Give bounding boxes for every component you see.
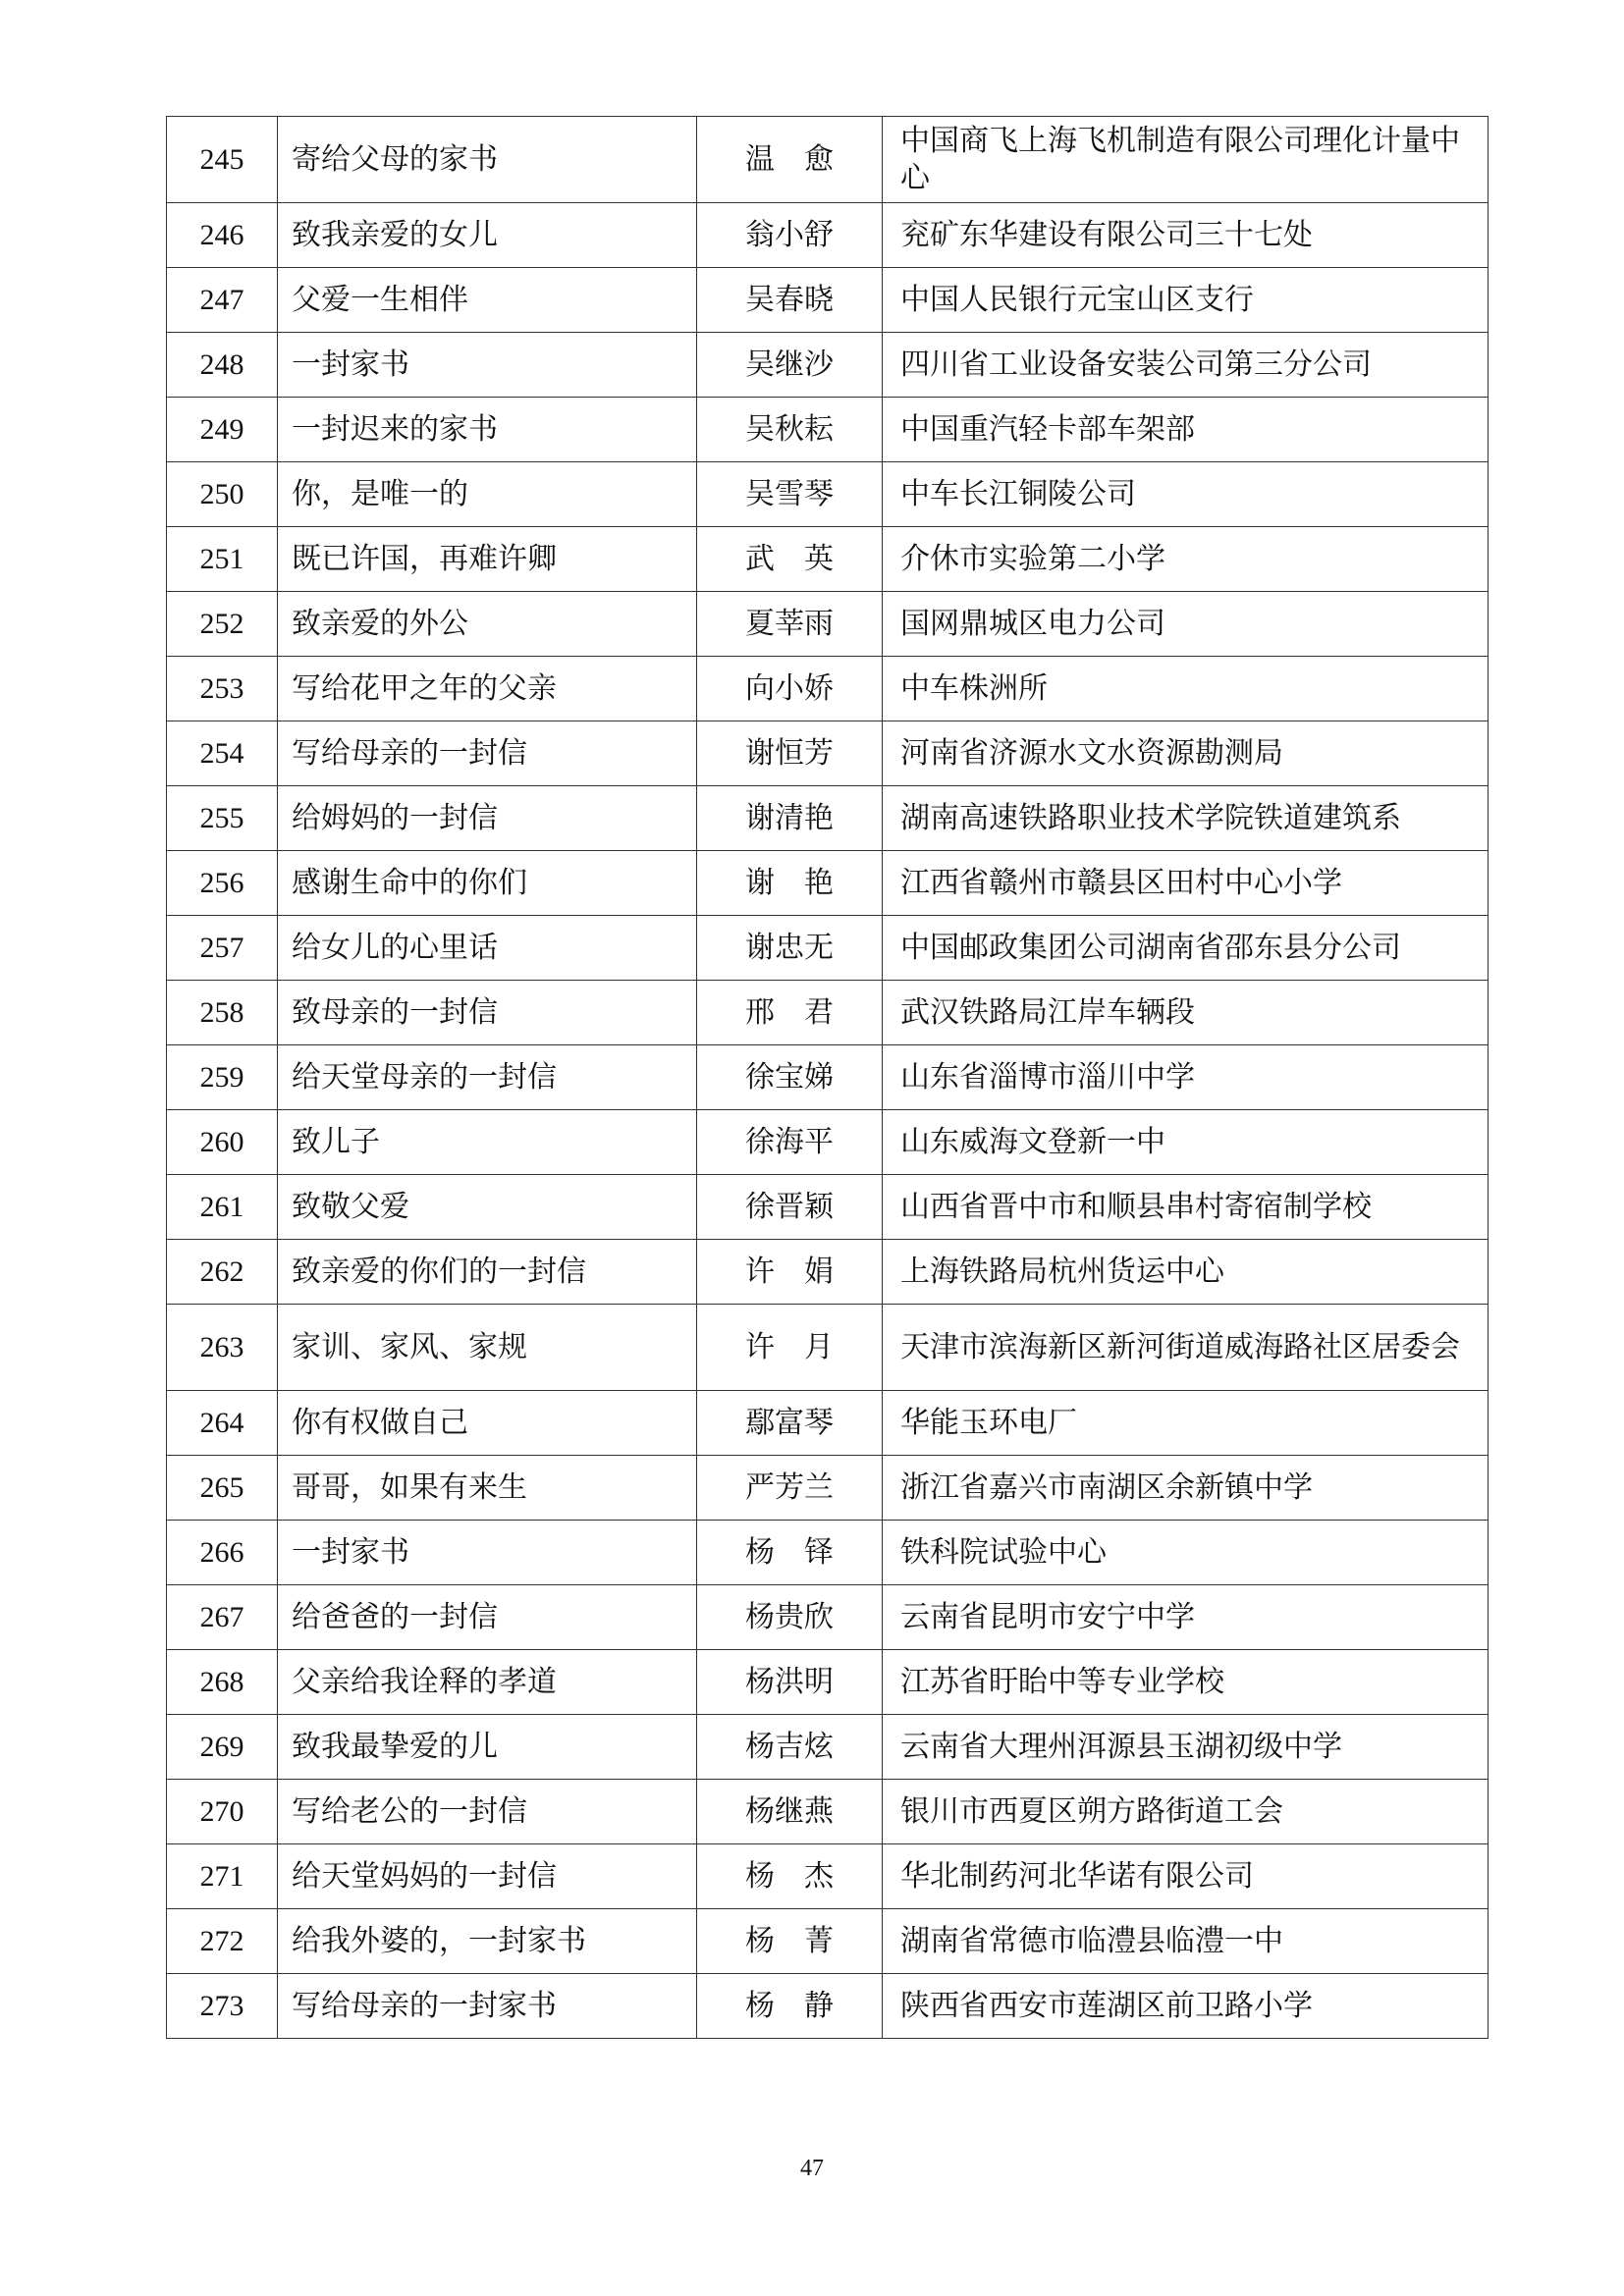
entry-title: 给爸爸的一封信 [278, 1585, 697, 1650]
entry-number: 254 [167, 721, 278, 786]
entry-number: 249 [167, 398, 278, 462]
table-row [167, 1521, 1489, 1585]
entry-title: 你有权做自己 [278, 1391, 697, 1456]
entry-title: 给我外婆的，一封家书 [278, 1909, 697, 1974]
entry-organization: 陕西省西安市莲湖区前卫路小学 [883, 1974, 1489, 2039]
table-row [167, 268, 1489, 333]
entry-title: 给女儿的心里话 [278, 916, 697, 981]
table-row [167, 916, 1489, 981]
entry-title: 给天堂妈妈的一封信 [278, 1844, 697, 1909]
entry-author: 杨 杰 [697, 1844, 883, 1909]
entry-author: 向小娇 [697, 657, 883, 721]
entry-number: 266 [167, 1521, 278, 1585]
entry-number: 258 [167, 981, 278, 1045]
entry-organization: 中国商飞上海飞机制造有限公司理化计量中心 [883, 117, 1489, 203]
entry-number: 265 [167, 1456, 278, 1521]
entry-organization: 兖矿东华建设有限公司三十七处 [883, 203, 1489, 268]
table-row [167, 1585, 1489, 1650]
table-row [167, 786, 1489, 851]
entry-number: 267 [167, 1585, 278, 1650]
entry-author: 谢恒芳 [697, 721, 883, 786]
table-row [167, 721, 1489, 786]
entry-organization: 四川省工业设备安装公司第三分公司 [883, 333, 1489, 398]
entry-author: 吴继沙 [697, 333, 883, 398]
entry-organization: 介休市实验第二小学 [883, 527, 1489, 592]
table-row [167, 1240, 1489, 1305]
table-row [167, 851, 1489, 916]
entry-organization: 中车长江铜陵公司 [883, 462, 1489, 527]
entry-title: 寄给父母的家书 [278, 117, 697, 203]
entry-title: 写给花甲之年的父亲 [278, 657, 697, 721]
entry-title: 致亲爱的外公 [278, 592, 697, 657]
entry-number: 261 [167, 1175, 278, 1240]
entry-number: 259 [167, 1045, 278, 1110]
entry-number: 245 [167, 117, 278, 203]
entry-author: 武 英 [697, 527, 883, 592]
entry-organization: 山东省淄博市淄川中学 [883, 1045, 1489, 1110]
entry-author: 吴雪琴 [697, 462, 883, 527]
table-row [167, 981, 1489, 1045]
entry-number: 268 [167, 1650, 278, 1715]
entry-author: 徐海平 [697, 1110, 883, 1175]
entry-number: 262 [167, 1240, 278, 1305]
entry-author: 杨 菁 [697, 1909, 883, 1974]
entry-title: 父亲给我诠释的孝道 [278, 1650, 697, 1715]
table-row [167, 1780, 1489, 1844]
entry-organization: 国网鼎城区电力公司 [883, 592, 1489, 657]
entry-number: 264 [167, 1391, 278, 1456]
entry-title: 写给母亲的一封信 [278, 721, 697, 786]
entry-organization: 云南省大理州洱源县玉湖初级中学 [883, 1715, 1489, 1780]
entry-organization: 中车株洲所 [883, 657, 1489, 721]
entry-author: 吴秋耘 [697, 398, 883, 462]
table-row [167, 462, 1489, 527]
table-row [167, 1974, 1489, 2039]
entry-organization: 山西省晋中市和顺县串村寄宿制学校 [883, 1175, 1489, 1240]
table-row [167, 1175, 1489, 1240]
entry-title: 写给母亲的一封家书 [278, 1974, 697, 2039]
entry-author: 夏莘雨 [697, 592, 883, 657]
entry-number: 263 [167, 1305, 278, 1391]
table-row [167, 1391, 1489, 1456]
entry-author: 杨吉炫 [697, 1715, 883, 1780]
table-row [167, 527, 1489, 592]
entry-number: 247 [167, 268, 278, 333]
entry-author: 杨 静 [697, 1974, 883, 2039]
entry-title: 致儿子 [278, 1110, 697, 1175]
entry-organization: 江苏省盱眙中等专业学校 [883, 1650, 1489, 1715]
entry-author: 杨洪明 [697, 1650, 883, 1715]
entry-author: 许 娟 [697, 1240, 883, 1305]
entry-title: 给姆妈的一封信 [278, 786, 697, 851]
entry-author: 邢 君 [697, 981, 883, 1045]
table-row [167, 592, 1489, 657]
entry-number: 248 [167, 333, 278, 398]
entry-number: 272 [167, 1909, 278, 1974]
entry-author: 翁小舒 [697, 203, 883, 268]
entry-author: 吴春晓 [697, 268, 883, 333]
table-row [167, 1456, 1489, 1521]
entry-author: 杨 铎 [697, 1521, 883, 1585]
entry-organization: 江西省赣州市赣县区田村中心小学 [883, 851, 1489, 916]
entry-author: 谢 艳 [697, 851, 883, 916]
entry-number: 257 [167, 916, 278, 981]
entry-number: 269 [167, 1715, 278, 1780]
table-row [167, 203, 1489, 268]
entry-number: 273 [167, 1974, 278, 2039]
entry-author: 鄢富琴 [697, 1391, 883, 1456]
entry-organization: 云南省昆明市安宁中学 [883, 1585, 1489, 1650]
entry-title: 既已许国，再难许卿 [278, 527, 697, 592]
entry-author: 杨继燕 [697, 1780, 883, 1844]
entry-organization: 华北制药河北华诺有限公司 [883, 1844, 1489, 1909]
entry-number: 246 [167, 203, 278, 268]
entry-author: 徐晋颖 [697, 1175, 883, 1240]
entry-author: 谢忠无 [697, 916, 883, 981]
table-row [167, 117, 1489, 203]
entry-number: 250 [167, 462, 278, 527]
entry-title: 感谢生命中的你们 [278, 851, 697, 916]
entry-author: 杨贵欣 [697, 1585, 883, 1650]
table-row [167, 1715, 1489, 1780]
entry-organization: 浙江省嘉兴市南湖区余新镇中学 [883, 1456, 1489, 1521]
entry-number: 252 [167, 592, 278, 657]
entry-organization: 中国重汽轻卡部车架部 [883, 398, 1489, 462]
table-row [167, 657, 1489, 721]
entry-number: 271 [167, 1844, 278, 1909]
entry-number: 260 [167, 1110, 278, 1175]
table-row [167, 1045, 1489, 1110]
table-row [167, 1650, 1489, 1715]
entry-author: 温 愈 [697, 117, 883, 203]
entry-title: 写给老公的一封信 [278, 1780, 697, 1844]
table-row [167, 1110, 1489, 1175]
entry-title: 致我最挚爱的儿 [278, 1715, 697, 1780]
entry-organization: 湖南省常德市临澧县临澧一中 [883, 1909, 1489, 1974]
entry-organization: 银川市西夏区朔方路街道工会 [883, 1780, 1489, 1844]
entry-title: 给天堂母亲的一封信 [278, 1045, 697, 1110]
entry-title: 致敬父爱 [278, 1175, 697, 1240]
entry-organization: 山东威海文登新一中 [883, 1110, 1489, 1175]
entry-title: 致我亲爱的女儿 [278, 203, 697, 268]
entry-title: 致母亲的一封信 [278, 981, 697, 1045]
entry-organization: 天津市滨海新区新河街道威海路社区居委会 [883, 1305, 1489, 1391]
entry-author: 严芳兰 [697, 1456, 883, 1521]
entry-title: 家训、家风、家规 [278, 1305, 697, 1391]
page-number: 47 [800, 2156, 824, 2181]
entry-organization: 上海铁路局杭州货运中心 [883, 1240, 1489, 1305]
entry-author: 徐宝娣 [697, 1045, 883, 1110]
table-row [167, 333, 1489, 398]
entry-organization: 中国人民银行元宝山区支行 [883, 268, 1489, 333]
table-row [167, 1844, 1489, 1909]
entry-title: 哥哥，如果有来生 [278, 1456, 697, 1521]
entry-title: 你，是唯一的 [278, 462, 697, 527]
table-row [167, 1909, 1489, 1974]
table-row [167, 398, 1489, 462]
entry-organization: 河南省济源水文水资源勘测局 [883, 721, 1489, 786]
entries-table-body [167, 117, 1489, 2039]
entry-organization: 湖南高速铁路职业技术学院铁道建筑系 [883, 786, 1489, 851]
entry-organization: 武汉铁路局江岸车辆段 [883, 981, 1489, 1045]
entry-number: 256 [167, 851, 278, 916]
entry-title: 一封迟来的家书 [278, 398, 697, 462]
entry-number: 251 [167, 527, 278, 592]
entries-table [166, 116, 1489, 2039]
entry-number: 253 [167, 657, 278, 721]
entry-organization: 华能玉环电厂 [883, 1391, 1489, 1456]
table-row [167, 1305, 1489, 1391]
entry-title: 一封家书 [278, 333, 697, 398]
entry-author: 谢清艳 [697, 786, 883, 851]
entry-number: 270 [167, 1780, 278, 1844]
entries-table-wrapper [166, 116, 1488, 2039]
entry-organization: 中国邮政集团公司湖南省邵东县分公司 [883, 916, 1489, 981]
entry-title: 致亲爱的你们的一封信 [278, 1240, 697, 1305]
entry-author: 许 月 [697, 1305, 883, 1391]
entry-title: 父爱一生相伴 [278, 268, 697, 333]
entry-number: 255 [167, 786, 278, 851]
entry-organization: 铁科院试验中心 [883, 1521, 1489, 1585]
entry-title: 一封家书 [278, 1521, 697, 1585]
